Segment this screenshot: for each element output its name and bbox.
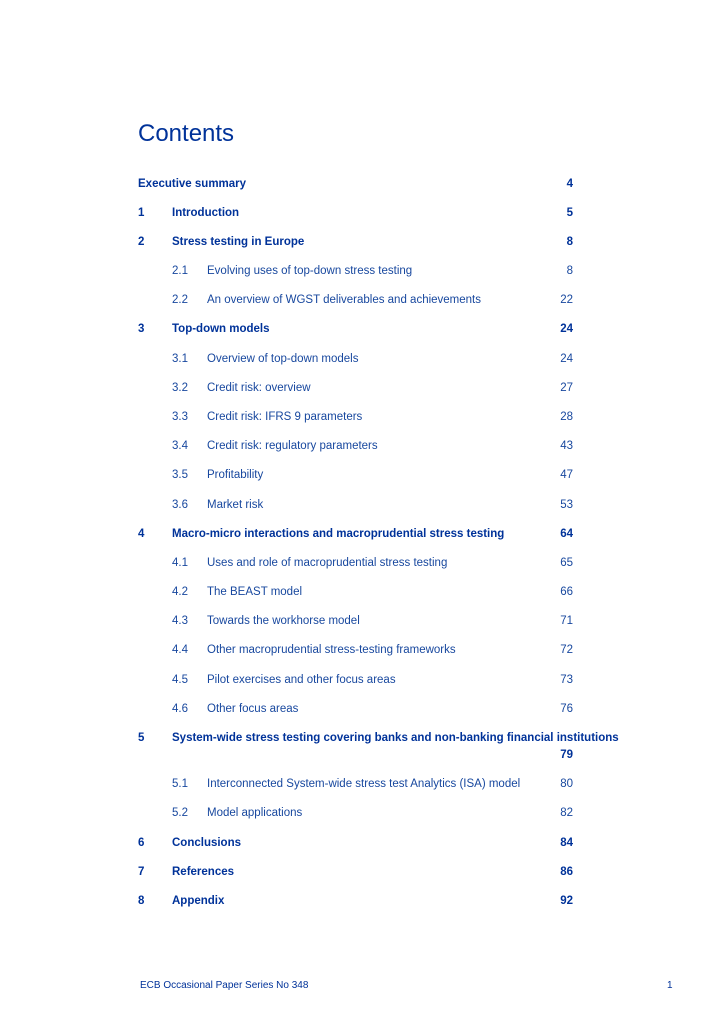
toc-entry-text: Credit risk: regulatory parameters	[207, 440, 378, 452]
toc-entry[interactable]	[0, 732, 724, 768]
toc-subentry[interactable]	[0, 294, 724, 312]
toc-entry[interactable]	[0, 323, 724, 341]
toc-entry-number: 3.3	[172, 411, 188, 423]
toc-entry-page: 82	[560, 807, 573, 819]
toc-entry-number: 5.1	[172, 778, 188, 790]
toc-subentry[interactable]	[0, 411, 724, 429]
toc-entry-number: 2.1	[172, 265, 188, 277]
toc-entry-page: 5	[566, 207, 573, 219]
toc-subentry[interactable]	[0, 703, 724, 721]
toc-entry-page: 24	[560, 353, 573, 365]
toc-entry[interactable]	[0, 236, 724, 254]
toc-entry-text: Uses and role of macroprudential stress testing	[207, 557, 448, 569]
page-title: Contents	[138, 120, 235, 147]
toc-entry-page: 8	[566, 265, 573, 277]
toc-entry-page: 4	[566, 178, 573, 190]
toc-entry[interactable]	[0, 528, 724, 546]
toc-entry-page: 71	[560, 615, 573, 627]
toc-entry-number: 2.2	[172, 294, 188, 306]
toc-entry-text: An overview of WGST deliverables and achievements	[207, 294, 482, 306]
toc-entry[interactable]	[0, 207, 724, 225]
toc-entry-text: Interconnected System-wide stress test Analytics (ISA) model	[207, 778, 521, 790]
toc-entry-text: Evolving uses of top-down stress testing	[207, 265, 413, 277]
toc-entry-number: 2	[138, 236, 145, 248]
toc-entry[interactable]	[0, 837, 724, 855]
toc-entry-page: 53	[560, 499, 573, 511]
toc-entry-text: Stress testing in Europe	[172, 236, 305, 248]
toc-subentry[interactable]	[0, 644, 724, 662]
toc-entry-text: Credit risk: IFRS 9 parameters	[207, 411, 363, 423]
toc-entry-page: 8	[566, 236, 573, 248]
toc-entry-text: System-wide stress testing covering banks and non-banking financial institutions	[172, 732, 619, 744]
toc-entry-number: 4.3	[172, 615, 188, 627]
toc-entry-page: 28	[560, 411, 573, 423]
footer-series: ECB Occasional Paper Series No 348	[140, 980, 309, 991]
toc-entry-text: Pilot exercises and other focus areas	[207, 674, 396, 686]
toc-subentry[interactable]	[0, 557, 724, 575]
toc-subentry[interactable]	[0, 265, 724, 283]
toc-entry-number: 7	[138, 866, 145, 878]
toc-entry-page: 79	[560, 749, 573, 761]
toc-entry-page: 43	[560, 440, 573, 452]
toc-entry-text: Model applications	[207, 807, 303, 819]
toc-entry-text: The BEAST model	[207, 586, 303, 598]
toc-entry-number: 3.6	[172, 499, 188, 511]
toc-entry-number: 5.2	[172, 807, 188, 819]
toc-entry-page: 76	[560, 703, 573, 715]
toc-entry[interactable]	[0, 895, 724, 913]
toc-entry-number: 3.4	[172, 440, 188, 452]
toc-entry-number: 8	[138, 895, 145, 907]
toc-subentry[interactable]	[0, 674, 724, 692]
toc-entry-number: 3.1	[172, 353, 188, 365]
toc-entry-number: 3	[138, 323, 145, 335]
toc-entry-text: Overview of top-down models	[207, 353, 359, 365]
toc-entry-page: 64	[560, 528, 573, 540]
toc-entry-number: 1	[138, 207, 145, 219]
toc-entry-number: 3.5	[172, 469, 188, 481]
toc-entry-page: 92	[560, 895, 573, 907]
toc-subentry[interactable]	[0, 615, 724, 633]
toc-entry-page: 84	[560, 837, 573, 849]
toc-entry-text: Conclusions	[172, 837, 242, 849]
toc-subentry[interactable]	[0, 469, 724, 487]
toc-subentry[interactable]	[0, 353, 724, 371]
toc-entry-text: Other focus areas	[207, 703, 299, 715]
toc-entry-text: Appendix	[172, 895, 225, 907]
toc-entry-number: 4.1	[172, 557, 188, 569]
toc-entry-number: 6	[138, 837, 145, 849]
toc-subentry[interactable]	[0, 778, 724, 796]
toc-entry-page: 80	[560, 778, 573, 790]
toc-entry-number: 5	[138, 732, 145, 744]
toc-entry-page: 27	[560, 382, 573, 394]
toc-entry-page: 47	[560, 469, 573, 481]
toc-entry-page: 24	[560, 323, 573, 335]
toc-entry[interactable]	[0, 866, 724, 884]
toc-entry-number: 4.6	[172, 703, 188, 715]
toc-entry-text: Profitability	[207, 469, 264, 481]
toc-entry[interactable]	[0, 178, 724, 196]
toc-entry-text: Executive summary	[138, 178, 247, 190]
toc-entry-text: Credit risk: overview	[207, 382, 311, 394]
toc-entry-number: 3.2	[172, 382, 188, 394]
toc-entry-text: Market risk	[207, 499, 264, 511]
toc-subentry[interactable]	[0, 382, 724, 400]
page-number: 1	[667, 980, 673, 991]
toc-entry-text: Top-down models	[172, 323, 270, 335]
toc-entry-text: Towards the workhorse model	[207, 615, 360, 627]
toc-entry-number: 4.2	[172, 586, 188, 598]
toc-entry-page: 73	[560, 674, 573, 686]
toc-entry-page: 22	[560, 294, 573, 306]
toc-entry-page: 72	[560, 644, 573, 656]
toc-entry-number: 4	[138, 528, 145, 540]
toc-entry-page: 65	[560, 557, 573, 569]
toc-subentry[interactable]	[0, 586, 724, 604]
toc-subentry[interactable]	[0, 499, 724, 517]
toc-entry-text: Introduction	[172, 207, 240, 219]
toc-entry-number: 4.5	[172, 674, 188, 686]
toc-entry-text: Other macroprudential stress-testing frameworks	[207, 644, 456, 656]
toc-entry-number: 4.4	[172, 644, 188, 656]
toc-subentry[interactable]	[0, 807, 724, 825]
toc-entry-page: 66	[560, 586, 573, 598]
toc-subentry[interactable]	[0, 440, 724, 458]
toc-entry-text: Macro-micro interactions and macroprudential stress testing	[172, 528, 505, 540]
toc-entry-text: References	[172, 866, 235, 878]
toc-entry-page: 86	[560, 866, 573, 878]
